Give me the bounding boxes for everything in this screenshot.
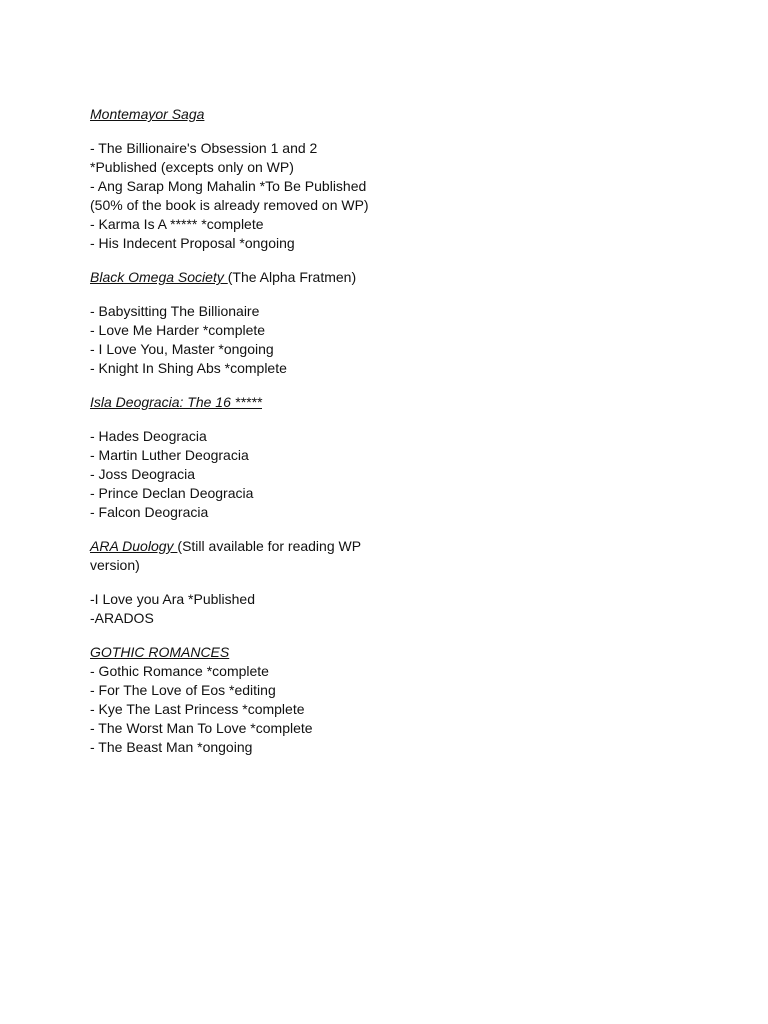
list-item: - Hades Deogracia [90, 428, 207, 444]
list-item: - Knight In Shing Abs *complete [90, 360, 287, 376]
section-heading [90, 643, 370, 662]
section-title: ARA Duology [90, 538, 178, 554]
section-title: GOTHIC ROMANCES [90, 644, 230, 660]
book-list [90, 662, 370, 757]
book-list [90, 590, 370, 628]
section-heading [90, 393, 370, 412]
list-item: - Ang Sarap Mong Mahalin *To Be Published (50% of the book is already removed on WP) [90, 178, 369, 213]
list-item: - Gothic Romance *complete [90, 663, 269, 679]
list-item: - For The Love of Eos *editing [90, 682, 276, 698]
section-isla-deogracia [90, 393, 370, 522]
list-item: - I Love You, Master *ongoing [90, 341, 274, 357]
section-title: Isla Deogracia: The 16 ***** [90, 394, 262, 410]
list-item: - His Indecent Proposal *ongoing [90, 235, 295, 251]
list-item: - Love Me Harder *complete [90, 322, 266, 338]
list-item: - Prince Declan Deogracia [90, 485, 254, 501]
section-montemayor-saga [90, 105, 370, 253]
list-item: - The Beast Man *ongoing [90, 739, 253, 755]
list-item: - The Billionaire's Obsession 1 and 2 *Published (excepts only on WP) [90, 140, 318, 175]
list-item: - Martin Luther Deogracia [90, 447, 249, 463]
list-item: - Joss Deogracia [90, 466, 196, 482]
section-black-omega-society [90, 268, 370, 378]
list-item: - The Worst Man To Love *complete [90, 720, 313, 736]
section-heading [90, 537, 370, 575]
document-page [90, 105, 370, 757]
section-title: Black Omega Society [90, 269, 228, 285]
list-item: - Babysitting The Billionaire [90, 303, 260, 319]
section-subtitle: (Still available for reading WP version) [90, 538, 361, 573]
section-ara-duology [90, 537, 370, 628]
section-gothic-romances [90, 643, 370, 757]
section-heading [90, 268, 370, 287]
book-list [90, 302, 370, 378]
book-list [90, 139, 370, 253]
list-item: -I Love you Ara *Published [90, 591, 255, 607]
list-item: - Falcon Deogracia [90, 504, 209, 520]
list-item: -ARADOS [90, 610, 154, 626]
section-subtitle: (The Alpha Fratmen) [227, 269, 357, 285]
section-heading [90, 105, 370, 124]
list-item: - Kye The Last Princess *complete [90, 701, 305, 717]
section-title: Montemayor Saga [90, 106, 205, 122]
list-item: - Karma Is A ***** *complete [90, 216, 264, 232]
book-list [90, 427, 370, 522]
